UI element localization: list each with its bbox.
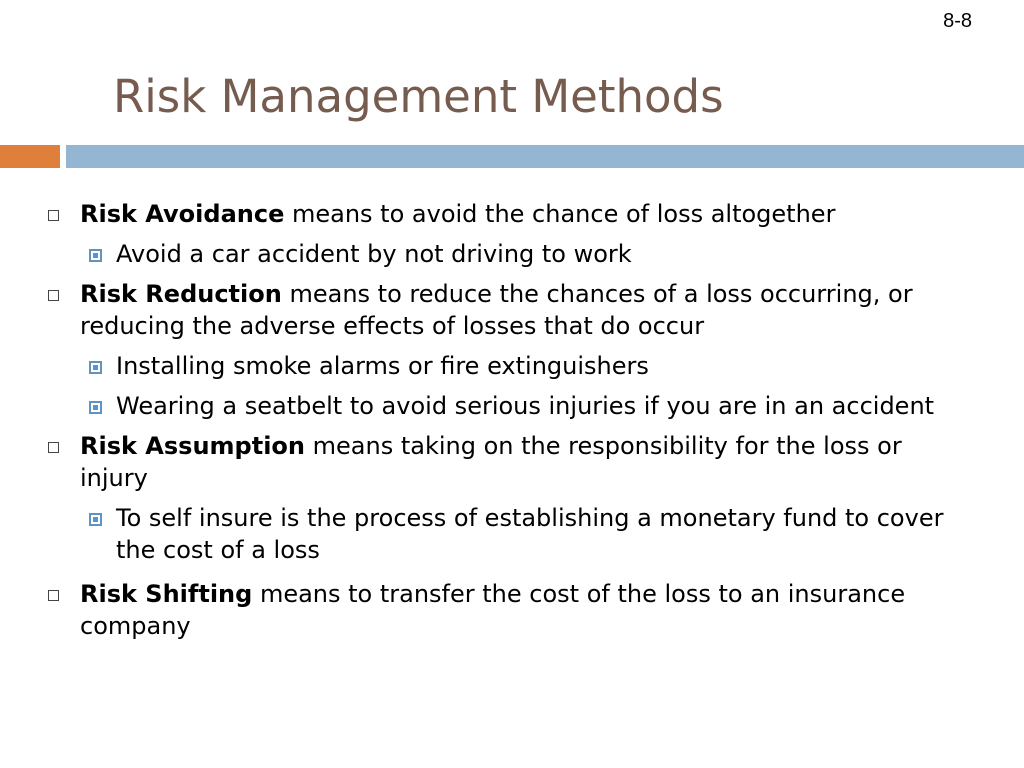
bullet-risk-shifting [0,578,960,642]
hollow-square-bullet-icon [48,210,59,221]
bullet-term: Risk Assumption [80,432,305,460]
bullet-text: means taking on the responsibility for the loss or injury [80,432,902,492]
bullet-term: Risk Shifting [80,580,253,608]
bullet-text: means to avoid the chance of loss altogether [284,200,836,228]
filled-square-bullet-icon [89,513,102,526]
sub-bullet-avoid-car-accident [0,238,961,270]
sub-bullet-smoke-alarms [0,350,961,382]
bullet-term: Risk Avoidance [80,200,285,228]
accent-bar-blue [66,145,1024,168]
sub-bullet-text: To self insure is the process of establishing a monetary fund to cover the cost of a loss [116,504,944,564]
slide-content [0,198,1024,650]
filled-square-bullet-icon [89,249,102,262]
sub-bullet-text: Installing smoke alarms or fire extinguishers [116,352,649,380]
hollow-square-bullet-icon [48,590,59,601]
filled-square-bullet-icon [89,361,102,374]
slide-title: Risk Management Methods [113,70,724,123]
bullet-text: means to reduce the chances of a loss occurring, or reducing the adverse effects of losses that do occur [80,280,913,340]
sub-bullet-seatbelt [0,390,961,422]
hollow-square-bullet-icon [48,290,59,301]
bullet-risk-reduction [0,278,960,342]
bullet-term: Risk Reduction [80,280,282,308]
filled-square-bullet-icon [89,401,102,414]
accent-bar-orange [0,145,60,168]
hollow-square-bullet-icon [48,442,59,453]
bullet-risk-avoidance [0,198,960,230]
sub-bullet-self-insure [0,502,961,566]
page-number: 8-8 [943,10,972,32]
bullet-risk-assumption [0,430,960,494]
sub-bullet-text: Avoid a car accident by not driving to work [116,240,632,268]
bullet-text: means to transfer the cost of the loss to an insurance company [80,580,906,640]
sub-bullet-text: Wearing a seatbelt to avoid serious injuries if you are in an accident [116,392,935,420]
